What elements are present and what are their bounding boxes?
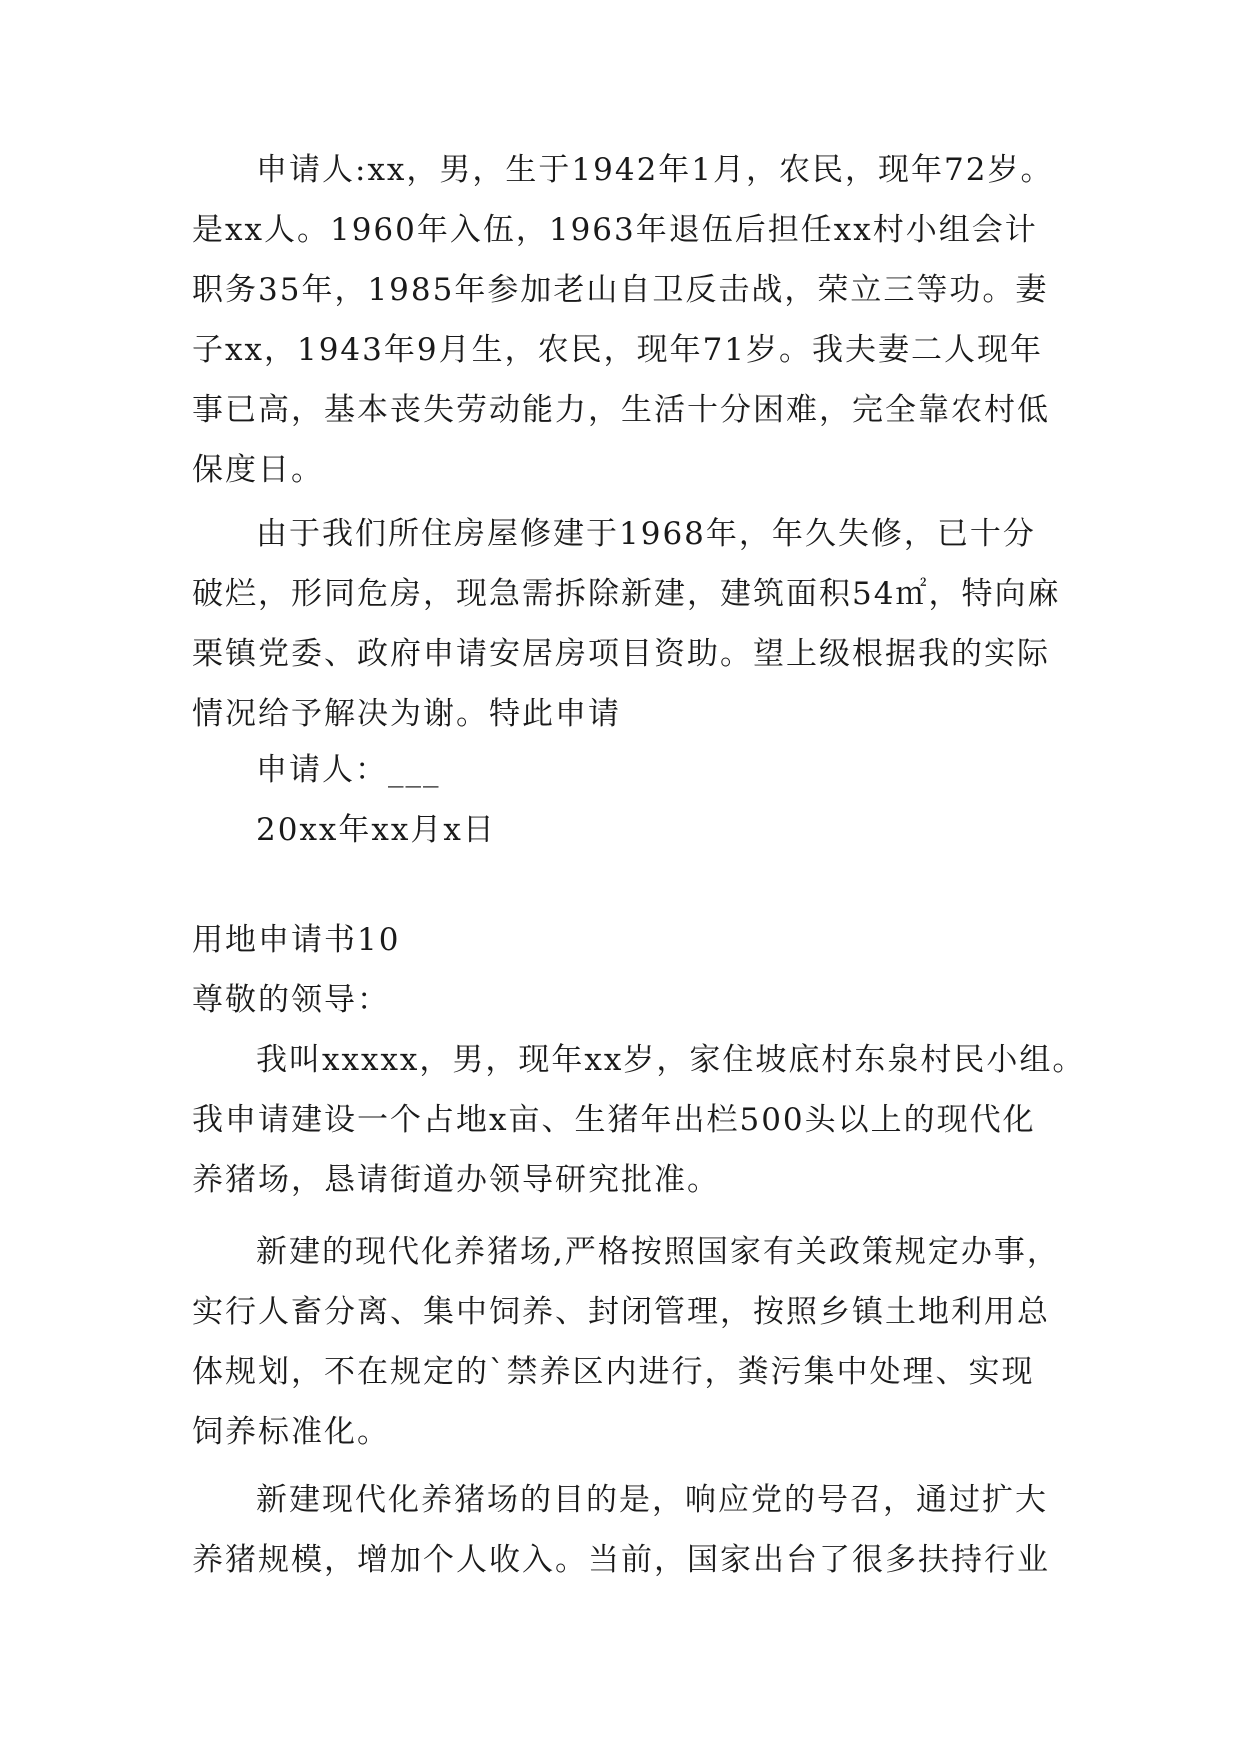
signature-label: 申请人：___ [256,752,441,788]
text-line: 情况给予解决为谢。特此申请 [192,696,621,732]
signature-block [192,740,1052,860]
text-line: 养猪规模，增加个人收入。当前，国家出台了很多扶持行业 [192,1542,1050,1578]
section-heading [192,910,1052,1030]
signature-date: 20xx年xx月x日 [256,812,496,848]
paragraph-farm-purpose [192,1470,1052,1590]
text-line: 职务35年，1985年参加老山自卫反击战，荣立三等功。妻 [192,272,1049,308]
text-line: 子xx，1943年9月生，农民，现年71岁。我夫妻二人现年 [192,332,1044,368]
text-line: 新建的现代化养猪场,严格按照国家有关政策规定办事， [256,1234,1060,1270]
text-line: 由于我们所住房屋修建于1968年，年久失修，已十分 [256,516,1036,552]
paragraph-farm-standards [192,1222,1060,1462]
text-line: 申请人:xx，男，生于1942年1月，农民，现年72岁。 [256,152,1054,188]
text-line: 是xx人。1960年入伍，1963年退伍后担任xx村小组会计 [192,212,1038,248]
text-line: 保度日。 [192,452,324,488]
text-line: 事已高，基本丧失劳动能力，生活十分困难，完全靠农村低 [192,392,1050,428]
paragraph-housing-request [192,504,1061,744]
text-line: 我申请建设一个占地x亩、生猪年出栏500头以上的现代化 [192,1102,1036,1138]
text-line: 体规划，不在规定的`禁养区内进行，粪污集中处理、实现 [192,1354,1035,1390]
section-title: 用地申请书10 [192,922,401,958]
text-line: 饲养标准化。 [192,1414,390,1450]
salutation: 尊敬的领导： [192,982,390,1018]
paragraph-land-request [192,1030,1086,1210]
text-line: 实行人畜分离、集中饲养、封闭管理，按照乡镇土地利用总 [192,1294,1050,1330]
text-line: 我叫xxxxx，男，现年xx岁，家住坡底村东泉村民小组。 [256,1042,1086,1078]
text-line: 新建现代化养猪场的目的是，响应党的号召，通过扩大 [256,1482,1048,1518]
text-line: 栗镇党委、政府申请安居房项目资助。望上级根据我的实际 [192,636,1050,672]
text-line: 破烂，形同危房，现急需拆除新建，建筑面积54㎡，特向麻 [192,576,1061,612]
paragraph-applicant-info [192,140,1052,500]
text-line: 养猪场，恳请街道办领导研究批准。 [192,1162,720,1198]
